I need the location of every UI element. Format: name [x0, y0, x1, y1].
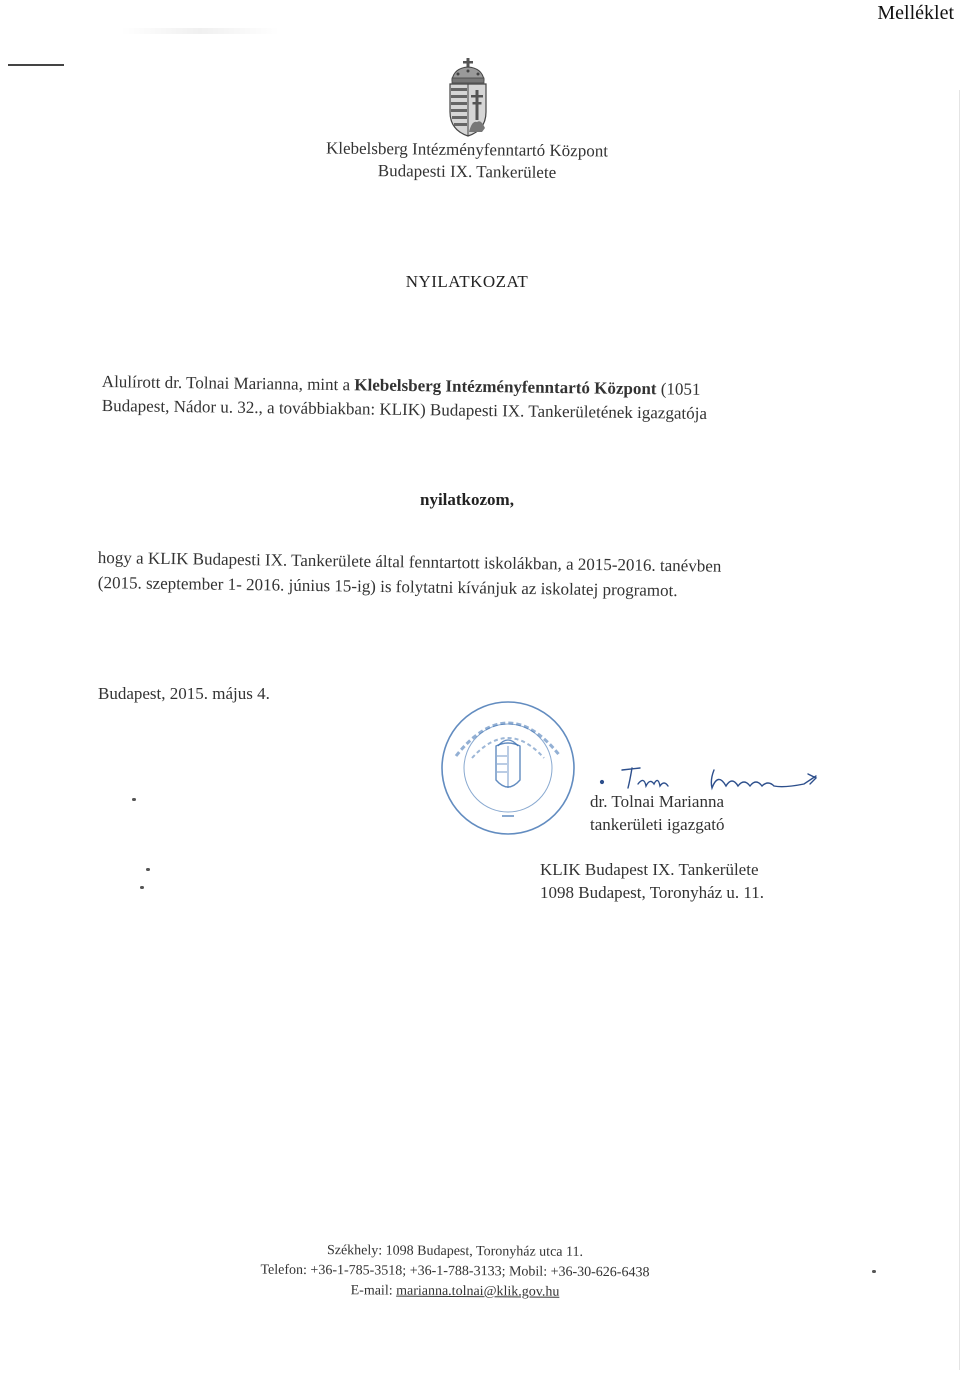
intro-line-2: Budapest, Nádor u. 32., a továbbiakban: KLIK) Budapesti IX. Tankerületének igazgatója [101, 396, 708, 423]
header-organization: Klebelsberg Intézményfenntartó Központ [325, 138, 609, 161]
annex-label: Melléklet [877, 2, 954, 24]
declaration-word: nyilatkozom, [420, 490, 514, 509]
footer-seat: Székhely: 1098 Budapest, Toronyház utca 11. [326, 1243, 584, 1260]
intro-line-1 [102, 372, 701, 400]
intro-text-start: Alulírott dr. Tolnai Marianna, mint a [101, 372, 355, 395]
signatory-title: tankerületi igazgató [590, 815, 725, 834]
scan-speck [146, 868, 150, 871]
footer-phone: Telefon: +36-1-785-3518; +36-1-788-3133; Mobil: +36-30-626-6438 [260, 1262, 650, 1281]
address-line-1: KLIK Budapest IX. Tankerülete [540, 860, 759, 879]
scan-speck [132, 798, 136, 801]
coat-of-arms-icon [446, 58, 490, 138]
address-line-2: 1098 Budapest, Toronyház u. 11. [540, 883, 765, 902]
scan-mark [8, 64, 64, 66]
header-district: Budapesti IX. Tankerülete [377, 161, 557, 182]
place-and-date: Budapest, 2015. május 4. [98, 684, 270, 703]
signatory-name: dr. Tolnai Marianna [590, 792, 724, 811]
document-title: NYILATKOZAT [405, 272, 529, 291]
intro-organization: Klebelsberg Intézményfenntartó Központ [354, 375, 657, 399]
body-line-1: hogy a KLIK Budapesti IX. Tankerülete által fenntartott iskolákban, a 2015-2016. tanévben [97, 548, 722, 576]
body-line-2: (2015. szeptember 1- 2016. június 15-ig) is folytatni kívánjuk az iskolatej programot. [97, 573, 678, 601]
scan-speck [140, 886, 144, 889]
scan-smudge [120, 28, 280, 34]
official-stamp-icon [436, 700, 580, 838]
footer-email-line [0, 1281, 910, 1303]
footer-email-link[interactable]: marianna.tolnai@klik.gov.hu [396, 1283, 560, 1300]
footer-email-label: E-mail: [350, 1283, 397, 1299]
intro-text-end: (1051 [656, 379, 701, 399]
